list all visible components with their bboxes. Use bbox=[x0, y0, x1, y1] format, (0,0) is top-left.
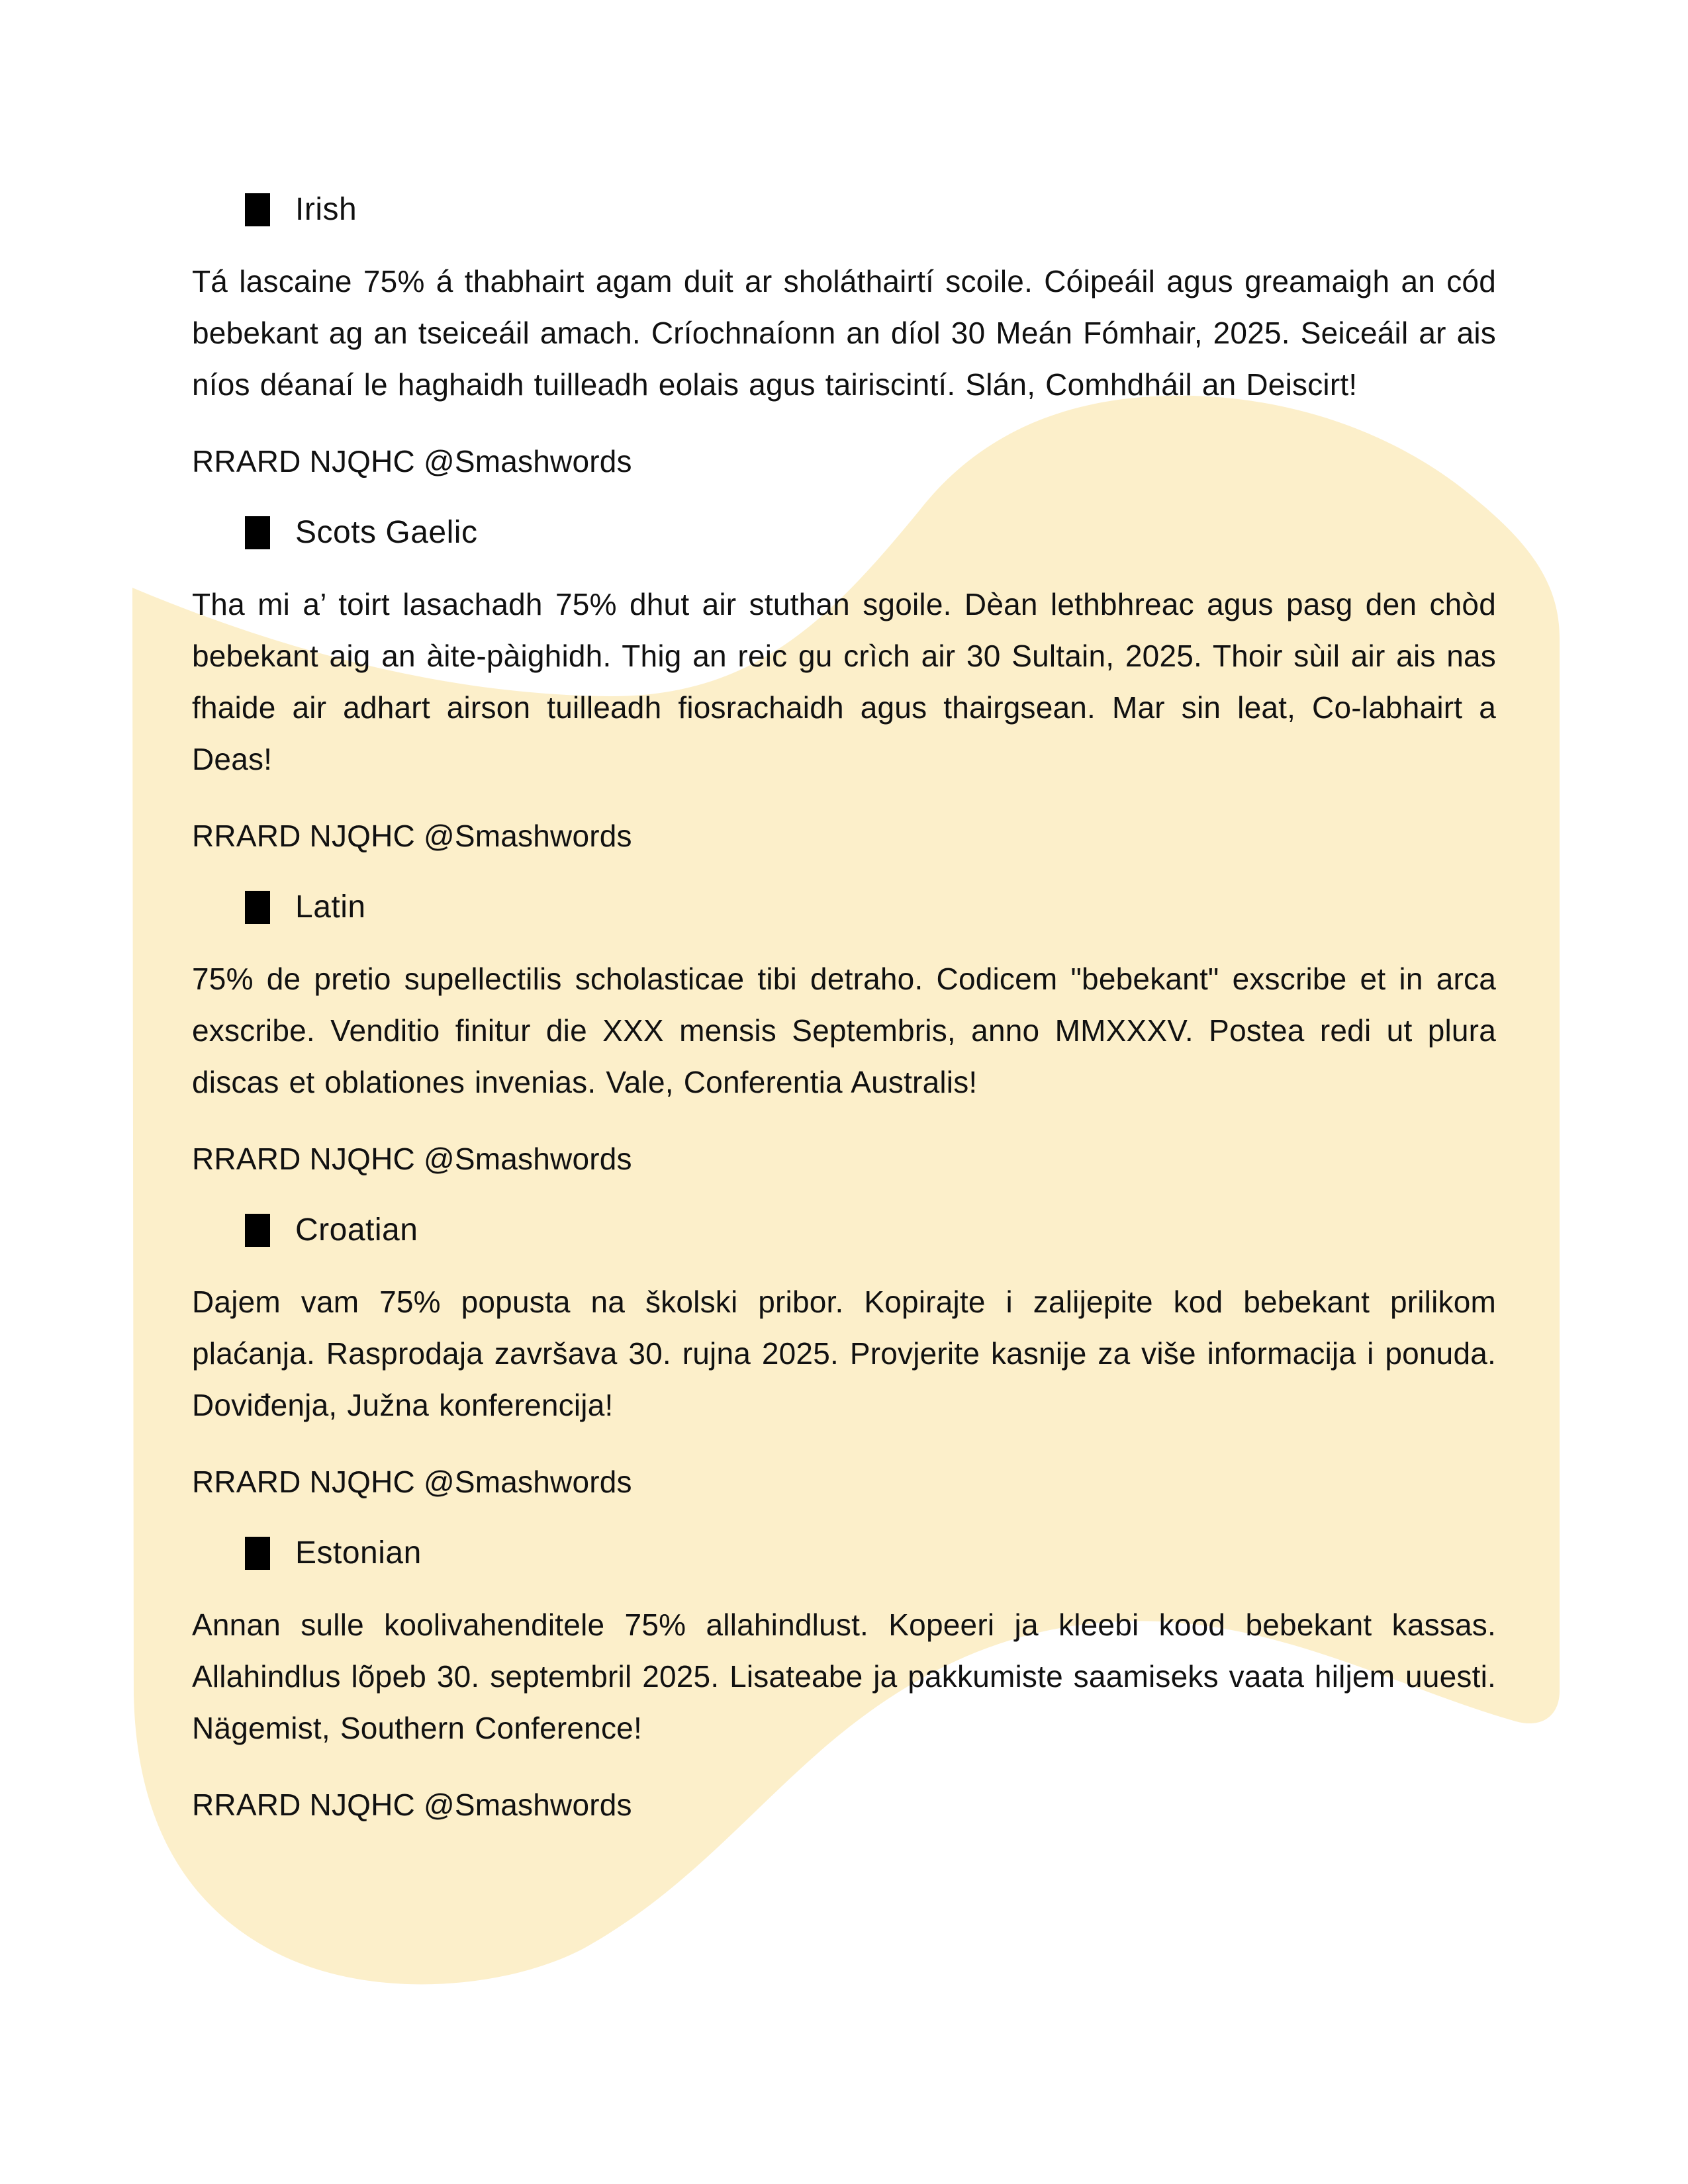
attribution-line: RRARD NJQHC @Smashwords bbox=[192, 819, 632, 853]
coupon-paragraph: Annan sulle koolivahenditele 75% allahindlust. Kopeeri ja kleebi kood bebekant kassas. Allahindlus lõpeb 30. septembril 2025. Lisateabe ja pakkumiste saamiseks vaata hiljem uuesti. Nägemist, Southern Conference! bbox=[192, 1608, 1496, 1745]
attribution-line: RRARD NJQHC @Smashwords bbox=[192, 444, 632, 478]
language-heading bbox=[192, 882, 1496, 933]
bullet-square-icon bbox=[245, 1214, 270, 1247]
bullet-square-icon bbox=[245, 891, 270, 924]
language-section bbox=[192, 184, 1496, 487]
language-heading-label: Latin bbox=[295, 889, 366, 925]
language-heading bbox=[192, 184, 1496, 236]
language-heading bbox=[192, 1205, 1496, 1256]
attribution-line: RRARD NJQHC @Smashwords bbox=[192, 1788, 632, 1822]
attribution-line: RRARD NJQHC @Smashwords bbox=[192, 1142, 632, 1176]
language-section bbox=[192, 1205, 1496, 1508]
bullet-square-icon bbox=[245, 1537, 270, 1570]
language-heading bbox=[192, 1527, 1496, 1579]
language-heading-label: Scots Gaelic bbox=[295, 515, 478, 550]
language-heading bbox=[192, 507, 1496, 559]
coupon-paragraph: Tá lascaine 75% á thabhairt agam duit ar sholáthairtí scoile. Cóipeáil agus greamaigh an cód bebekant ag an tseiceáil amach. Críochnaíonn an díol 30 Meán Fómhair, 2025. Seiceáil ar ais níos déanaí le haghaidh tuilleadh eolais agus tairiscintí. Slán, Comhdháil an Deiscirt! bbox=[192, 264, 1496, 402]
coupon-paragraph: 75% de pretio supellectilis scholasticae tibi detraho. Codicem "bebekant" exscribe et in arca exscribe. Venditio finitur die XXX mensis Septembris, anno MMXXXV. Postea redi ut plura discas et oblationes invenias. Vale, Conferentia Australis! bbox=[192, 962, 1496, 1099]
bullet-square-icon bbox=[245, 516, 270, 549]
bullet-square-icon bbox=[245, 193, 270, 226]
language-heading-label: Irish bbox=[295, 192, 357, 227]
coupon-paragraph: Dajem vam 75% popusta na školski pribor. Kopirajte i zalijepite kod bebekant prilikom plaćanja. Rasprodaja završava 30. rujna 2025. Provjerite kasnije za više informacija i ponuda. Doviđenja, Južna konferencija! bbox=[192, 1285, 1496, 1422]
language-section bbox=[192, 507, 1496, 862]
language-heading-label: Estonian bbox=[295, 1535, 422, 1570]
attribution-line: RRARD NJQHC @Smashwords bbox=[192, 1465, 632, 1499]
language-section bbox=[192, 1527, 1496, 1831]
coupon-paragraph: Tha mi a’ toirt lasachadh 75% dhut air stuthan sgoile. Dèan lethbhreac agus pasg den chòd bebekant aig an àite-pàighidh. Thig an reic gu crìch air 30 Sultain, 2025. Thoir sùil air ais nas fhaide air adhart airson tuilleadh fiosrachaidh agus thairgsean. Mar sin leat, Co-labhairt a Deas! bbox=[192, 587, 1496, 776]
language-section bbox=[192, 882, 1496, 1185]
language-heading-label: Croatian bbox=[295, 1212, 418, 1248]
